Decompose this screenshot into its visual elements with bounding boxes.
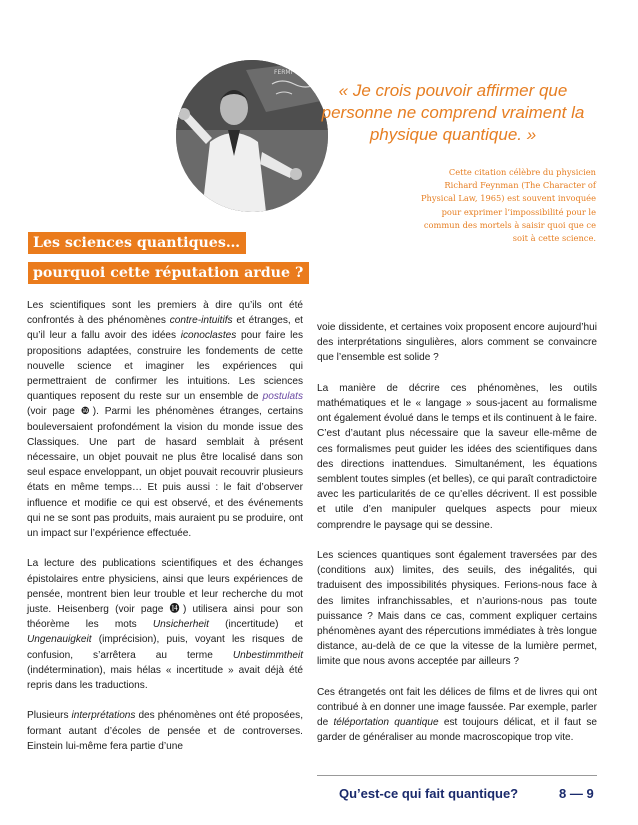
section-heading-line-2-text: pourquoi cette réputation ardue ? (28, 262, 309, 284)
emphasis: Ungenauigkeit (27, 634, 92, 646)
text-run: (imprécision), puis, voyant les risques de confusion, s’arrêtera au terme (27, 634, 303, 661)
left-paragraph-1 (27, 298, 303, 541)
right-paragraph-4 (317, 685, 597, 746)
emphasis: contre-intuitifs (169, 315, 233, 327)
right-paragraph-2: La manière de décrire ces phénomènes, les outils mathématiques et le « langage » sous-jacent au formalisme ont également évolué dans le temps et ils continuent à le faire. C’est d’autant plus nécessaire que la saveur elle-même de ces formalismes peut guider les idées des scientifiques dans des directions inattendues. Simultanément, les équations semblent toutes simples (et belles), ce qui paraît contradictoire avec les particularités de ce qu’elles décrivent. Il est possible et utile d’en manipuler quelques aspects pour mieux comprendre le paysage qui se dessine. (317, 382, 597, 531)
text-run: pour faire les propositions adaptées, construire les fondements de cette nouvelle science et imaginer les expériences qui permettraient de confirmer les intuitions. Les sciences quantiques reposent du reste sur un ensemble de (27, 330, 303, 403)
text-run: (incertitude) et (208, 619, 303, 631)
text-run: des phénomènes ont été proposées, formant autant d’écoles de pensée et de controverses. Einstein lui-même fera partie d’une (27, 710, 303, 752)
left-column (27, 298, 303, 754)
emphasis: Unsicherheit (152, 619, 209, 631)
left-paragraph-3 (27, 708, 303, 754)
emphasis: interprétations (71, 710, 136, 722)
postulats-link[interactable]: postulats (262, 391, 303, 403)
footer-chapter-title: Qu’est-ce qui fait quantique? (339, 786, 519, 801)
quote-caption: Cette citation célèbre du physicien Richard Feynman (The Character of Physical Law, 1965) est souvent invoquée pour exprimer l’impossibilité pour le commun des mortels à saisir quoi que ce soit à cette science. (420, 167, 596, 244)
section-heading-line-2 (28, 262, 309, 284)
footer-page-number: 8 — 9 (559, 786, 594, 801)
text-run: La lecture des publications scientifiques et des échanges épistolaires entre physiciens, ainsi que leurs expériences de pensée, montrent bien leur trouble et leur recherche du mot juste. Heisenberg (voir page ⓮) utilisera ainsi pour son théorème les mots (27, 558, 303, 631)
right-paragraph-1: voie dissidente, et certaines voix proposent encore aujourd’hui des interprétations singulières, alors comment se convaincre que l’ensemble est solide ? (317, 322, 597, 364)
text-run: et étranges, et qu’il leur a fallu avoir des idées (27, 315, 303, 342)
emphasis: iconoclastes (180, 330, 237, 342)
feynman-quote: « Je crois pouvoir affirmer que personne ne comprend vraiment la physique quantique. » (321, 81, 585, 144)
text-run: Plusieurs (27, 710, 72, 722)
text-run: est toujours délicat, et il faut se garder de généraliser au monde macroscopique trop vite. (317, 717, 597, 744)
emphasis: Unbestimmtheit (232, 649, 303, 661)
emphasis: téléportation quantique (333, 717, 439, 729)
right-column (317, 320, 597, 746)
left-paragraph-2 (27, 556, 303, 693)
text-run: Les scientifiques sont les premiers à dire qu’ils ont été confrontés à des phénomènes (27, 300, 303, 327)
right-paragraph-3: Les sciences quantiques sont également traversées par des (conditions aux) limites, des seuils, des inégalités, qui traduisent des impossibilités physiques. Ferions-nous face à des limites infranchissables, et n’aurions-nous pas toute puissance ? Mais dans ce cas, comment expliquer certains phénomènes ayant des répercutions immédiates à très longue distance, au-delà de ce que la vitesse de la lumière permet, limite que nous avons acceptée par ailleurs ? (317, 550, 597, 668)
footer-divider (317, 775, 597, 776)
feynman-photo (176, 60, 328, 212)
svg-text:FERMI: FERMI (274, 69, 293, 76)
section-heading-line-1-text: Les sciences quantiques… (28, 232, 246, 254)
text-run: Ces étrangetés ont fait les délices de films et de livres qui ont contribué à en donner une image faussée. Par exemple, parler de (317, 686, 597, 729)
section-heading-line-1 (28, 232, 246, 254)
text-run: (indétermination), mais hélas « incertitude » avait déjà été repris dans les traductions. (27, 664, 303, 692)
text-run: (voir page ❿). Parmi les phénomènes étranges, certains bouleversaient profondément la vision du monde issue des Classiques. Une part de hasard semblait à présent nécessaire, un objet pouvait ne plus être localisé dans son seul espace enveloppant, un objet pouvait recouvrir plusieurs états en même temps… Et puis aussi : le fait d’observer influence et modifie ce qui est observé, et des événements qui ne se sont pas produits, mais auraient pu se produire, ont un impact sur l’expérience effectuée. (27, 406, 303, 540)
feynman-photo-image (176, 60, 328, 212)
